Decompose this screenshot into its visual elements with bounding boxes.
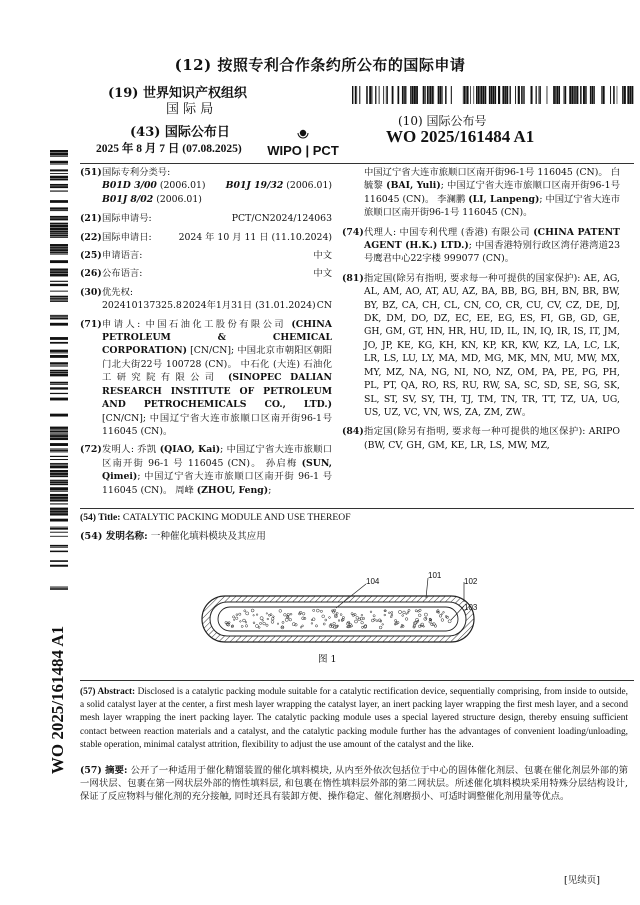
side-barcode-bar [50, 284, 68, 286]
side-barcode-bar [50, 210, 68, 211]
barcode-bar [622, 86, 623, 104]
field-84-regional-states: (84) 指定国(除另有指明, 要求每一种可提供的地区保护): ARIPO (BW, CV, GH, GM, KE, LR, LS, MW, MZ, [342, 426, 620, 451]
barcode-bar [617, 86, 618, 104]
bibliographic-left-column [80, 166, 332, 499]
field-71-applicants: (71) 申请人: 中国石油化工股份有限公司 (CHINA PETROLEUM & CHEMICAL CORPORATION) [CN/CN]; 中国北京市朝阳区朝阳门北大街22号 100728 (CN)。 中石化 (大连) 石油化工研究院有限公司 (SINOPEC DALIAN RESEARCH INSTITUTE OF PETROLEUM AND PETROCHEMICALS CO., LTD.) [CN/CN]; 中国辽宁省大连市旅顺口区南开街96-1号 116045 (CN)。 [80, 318, 332, 437]
side-barcode-bar [50, 269, 68, 271]
barcode-bar [539, 86, 540, 104]
bibliographic-right-column [342, 166, 620, 454]
side-barcode-bar [50, 355, 68, 358]
barcode-bar [502, 86, 504, 104]
field-30: (30) 优先权: 202410137325.8 2024年1月31日 (31.01.2024) CN [80, 286, 332, 312]
ipc-label: 国际专利分类号: [102, 167, 171, 178]
side-barcode-bar [50, 508, 68, 510]
side-barcode-bar [50, 429, 68, 430]
side-barcode-bar [50, 207, 68, 209]
side-barcode-bar [50, 237, 68, 238]
barcode-bar [481, 86, 483, 104]
barcode-bar [355, 86, 356, 104]
barcode-bar [489, 86, 490, 104]
side-barcode-bar [50, 472, 68, 474]
side-barcode-bar [50, 510, 68, 512]
barcode-bar [473, 86, 474, 104]
barcode-bar [574, 86, 575, 104]
side-barcode-bar [50, 432, 68, 433]
barcode-bar [483, 86, 485, 104]
filing-language: 中文 [313, 250, 332, 262]
barcode-bar [547, 86, 548, 104]
barcode-bar [392, 86, 394, 104]
barcode-bar [510, 86, 511, 104]
side-barcode-bar [50, 161, 68, 163]
side-barcode-bar [50, 484, 68, 485]
side-barcode-bar [50, 414, 68, 417]
barcode-bar [610, 86, 611, 104]
barcode-bar [451, 86, 452, 104]
barcode-bar [518, 86, 520, 104]
barcode-bar [359, 86, 360, 104]
ipc-1: B01D 3/00 (2006.01) [102, 180, 206, 192]
figure-label-104: 104 [366, 577, 380, 586]
side-barcode-bar [50, 475, 68, 477]
wipo-pct-logo-text: WIPO | PCT [267, 143, 339, 158]
side-barcode-bar [50, 352, 68, 353]
field-72-inventors: (72) 发明人: 乔凯 (QIAO, Kai); 中国辽宁省大连市旅顺口区南开街 96-1 号 116045 (CN)。 孙启梅 (SUN, Qimei); 中国辽宁省大连市旅顺口区南开街 96-1 号 116045 (CN)。 周峰 (ZHOU, Feng); [80, 444, 332, 496]
side-barcode-bar [50, 350, 68, 352]
field-22: (22) 国际申请日: 2024 年 10 月 11 日 (11.10.2024) [80, 231, 332, 243]
side-barcode-bar [50, 372, 68, 373]
side-barcode-bar [50, 481, 68, 483]
ipc-3: B01J 8/02 (2006.01) [102, 193, 202, 205]
barcode-bar [425, 86, 426, 104]
barcode-bar [427, 86, 429, 104]
side-barcode-bar [50, 470, 68, 472]
barcode-bar [536, 86, 537, 104]
barcode-bar [593, 86, 594, 104]
side-barcode-bar [50, 449, 68, 450]
side-barcode [50, 150, 68, 590]
field-25: (25) 申请语言: 中文 [80, 250, 332, 262]
side-barcode-bar [50, 186, 68, 188]
field-26: (26) 公布语言: 中文 [80, 268, 332, 280]
barcode-bar [583, 86, 585, 104]
barcode-bar [540, 86, 541, 104]
barcode-bar [601, 86, 602, 104]
side-barcode-bar [50, 487, 68, 490]
barcode-bar [515, 86, 516, 104]
barcode-bar [630, 86, 632, 104]
side-barcode-bar [50, 443, 68, 446]
barcode-bar [440, 86, 442, 104]
barcode-bar [430, 86, 431, 104]
ipc-2: B01J 19/32 (2006.01) [225, 180, 332, 192]
barcode-bar [423, 86, 425, 104]
side-barcode-bar [50, 589, 68, 590]
side-barcode-bar [50, 365, 68, 366]
priority-app: 202410137325.8 [102, 300, 182, 312]
side-barcode-bar [50, 223, 68, 224]
side-barcode-bar [50, 296, 68, 298]
side-barcode-bar [50, 494, 68, 496]
publication-date-label: (43) 国际公布日 [130, 125, 230, 140]
barcode-bar [632, 86, 634, 104]
side-barcode-bar [50, 323, 68, 326]
side-barcode-bar [50, 463, 68, 464]
field-74-agent: (74) 代理人: 中国专利代理 (香港) 有限公司 (CHINA PATENT AGENT (H.K.) LTD.); 中国香港特别行政区湾仔港湾道23号鹰君中心22字楼 999077 (CN)。 [342, 226, 620, 265]
abstract-english: (57) Abstract: Disclosed is a catalytic packing module suitable for a catalytic rectification device, sequentially comprising, from inside to outside, a solid catalyst layer at the center, a first mesh layer wrapping the catalyst layer, an inert packing layer wrapping the first mesh layer, and a second mesh layer wrapping the inert packing layer. The catalytic packing module uses a special layered structure design, thereby ensuing sufficient contact between reaction materials and a catalyst, and the catalytic packing module further has the advantages of convenient loading/unloading, stable operation, minimal catalyst attrition, flexibility to adjust the use amount of the catalyst and the like. [80, 687, 628, 750]
barcode-bar [442, 86, 443, 104]
side-barcode-bar [50, 301, 68, 302]
side-barcode-bar [50, 464, 68, 465]
barcode-bar [411, 86, 413, 104]
side-barcode-bar [50, 230, 68, 232]
barcode-bar [387, 86, 388, 104]
barcode-bar [553, 86, 555, 104]
barcode-bar [627, 86, 629, 104]
side-barcode-bar [50, 560, 68, 562]
org-name: 世界知识产权组织 [142, 86, 247, 101]
side-barcode-bar [50, 164, 68, 165]
barcode-bar [478, 86, 479, 104]
barcode-bar [404, 86, 405, 104]
barcode-bar [624, 86, 626, 104]
publication-number: WO 2025/161484 A1 [386, 127, 535, 146]
side-barcode-bar [50, 456, 68, 457]
priority-country: CN [316, 300, 332, 312]
side-barcode-bar [50, 545, 68, 547]
side-barcode-bar [50, 435, 68, 437]
abstract-chinese: (57) 摘要: 公开了一种适用于催化精馏装置的催化填料模块, 从内至外依次包括位于中心的固体催化剂层、包裹在催化剂层外部的第一网状层、包裹在第一网状层外部的惰性填料层, 和包裹在惰性填料层外部的第二网状层。所述催化填料模块采用特殊分层结构设计, 保证了反应物料与催化剂的充分接触, 同时还具有装卸方便、操作稳定、催化剂磨损小、可适时调整催化剂用量等优点。 [80, 765, 628, 803]
side-barcode-bar [50, 430, 68, 432]
barcode-bar [369, 86, 371, 104]
figure-label-101: 101 [428, 571, 442, 580]
side-barcode-bar [50, 254, 68, 255]
wipo-pct-logo [234, 128, 372, 160]
side-barcode-bar [50, 249, 68, 251]
side-barcode-bar [50, 496, 68, 498]
figure-caption: 图 1 [318, 654, 337, 665]
barcode-bar [493, 86, 494, 104]
side-barcode-bar [50, 527, 68, 528]
header-divider [80, 163, 634, 164]
side-barcode-bar [50, 271, 68, 273]
side-barcode-bar [50, 503, 68, 504]
side-barcode-bar [50, 450, 68, 451]
field-51: (51) 国际专利分类号: B01D 3/00 (2006.01) B01J 19/32 (2006.01) B01J 8/02 (2006.01) [80, 167, 332, 205]
barcode-bar [498, 86, 500, 104]
side-barcode-bar [50, 587, 68, 588]
figure-1-drawing [196, 568, 496, 650]
side-barcode-bar [50, 247, 68, 249]
side-barcode-bar [50, 373, 68, 376]
side-barcode-bar [50, 437, 68, 440]
figure-label-102: 102 [464, 577, 478, 586]
barcode-bar [464, 86, 465, 104]
field-21: (21) 国际申请号: PCT/CN2024/124063 [80, 213, 332, 225]
org-bureau: 国 际 局 [166, 102, 214, 117]
barcode-bar [572, 86, 574, 104]
barcode-bar [521, 86, 522, 104]
barcode-bar [555, 86, 556, 104]
publication-language: 中文 [313, 268, 332, 280]
barcode-bar [431, 86, 433, 104]
title-english: (54) Title: CATALYTIC PACKING MODULE AND USE THEREOF [80, 512, 351, 523]
barcode [352, 86, 634, 104]
side-barcode-bar [50, 536, 68, 537]
barcode-bar [352, 86, 353, 104]
side-barcode-bar [50, 274, 68, 277]
barcode-bar [465, 86, 466, 104]
barcode-bar [416, 86, 418, 104]
side-barcode-bar [50, 519, 68, 522]
side-barcode-bar [50, 216, 68, 218]
barcode-bar [480, 86, 481, 104]
side-barcode-bar [50, 218, 68, 220]
filing-date: 2024 年 10 月 11 日 (11.10.2024) [178, 231, 332, 243]
barcode-bar [366, 86, 367, 104]
side-barcode-bar [50, 184, 68, 186]
barcode-bar [575, 86, 576, 104]
barcode-bar [414, 86, 416, 104]
barcode-bar [565, 86, 567, 104]
barcode-bar [476, 86, 477, 104]
barcode-bar [445, 86, 446, 104]
side-barcode-bar [50, 235, 68, 237]
barcode-bar [491, 86, 493, 104]
side-barcode-bar [50, 252, 68, 253]
side-barcode-bar [50, 499, 68, 501]
barcode-bar [559, 86, 560, 104]
barcode-bar [485, 86, 486, 104]
barcode-bar [505, 86, 506, 104]
barcode-bar [613, 86, 615, 104]
barcode-bar [463, 86, 464, 104]
org-number: (19) [108, 86, 139, 101]
application-number: PCT/CN2024/124063 [231, 213, 332, 225]
biblio-divider [80, 508, 634, 509]
barcode-bar [590, 86, 591, 104]
side-barcode-bar [50, 387, 68, 389]
side-barcode-bar [50, 299, 68, 300]
side-barcode-bar [50, 342, 68, 344]
barcode-bar [410, 86, 411, 104]
publication-number-label: (10) 国际公布号 [398, 114, 487, 128]
side-barcode-bar [50, 384, 68, 385]
barcode-bar [591, 86, 593, 104]
barcode-bar [585, 86, 586, 104]
side-barcode-bar [50, 528, 68, 530]
side-barcode-bar [50, 169, 68, 171]
side-barcode-bar [50, 490, 68, 491]
barcode-bar [495, 86, 497, 104]
side-barcode-bar [50, 434, 68, 435]
barcode-bar [556, 86, 558, 104]
side-barcode-bar [50, 427, 68, 429]
side-barcode-bar [50, 260, 68, 263]
side-barcode-bar [50, 156, 68, 157]
figure-label-103: 103 [464, 603, 478, 612]
barcode-bar [524, 86, 525, 104]
side-barcode-bar [50, 466, 68, 468]
side-barcode-bar [50, 173, 68, 174]
side-barcode-bar [50, 532, 68, 533]
side-publication-number: WO 2025/161484 A1 [48, 625, 67, 775]
side-barcode-bar [50, 565, 68, 567]
side-barcode-bar [50, 513, 68, 515]
barcode-bar [438, 86, 440, 104]
side-barcode-bar [50, 291, 68, 292]
side-barcode-bar [50, 480, 68, 481]
side-barcode-bar [50, 337, 68, 340]
organization [108, 86, 247, 118]
barcode-bar [564, 86, 565, 104]
barcode-bar [383, 86, 384, 104]
side-barcode-bar [50, 588, 68, 589]
side-barcode-bar [50, 318, 68, 319]
side-barcode-bar [50, 298, 68, 299]
side-barcode-bar [50, 315, 68, 316]
barcode-bar [375, 86, 376, 104]
barcode-bar [386, 86, 387, 104]
side-barcode-bar [50, 224, 68, 227]
barcode-bar [433, 86, 434, 104]
barcode-bar [405, 86, 406, 104]
barcode-bar [372, 86, 373, 104]
barcode-bar [429, 86, 430, 104]
side-barcode-bar [50, 398, 68, 401]
side-barcode-bar [50, 200, 68, 203]
side-barcode-bar [50, 244, 68, 247]
side-barcode-bar [50, 179, 68, 181]
document-title: (12) 按照专利合作条约所公布的国际申请 [174, 56, 466, 74]
title-chinese: (54) 发明名称: 一种催化填料模块及其应用 [80, 531, 266, 542]
side-barcode-bar [50, 233, 68, 234]
publication-date: 2025 年 8 月 7 日 (07.08.2025) [96, 143, 242, 155]
barcode-bar [506, 86, 508, 104]
side-barcode-bar [50, 451, 68, 452]
continued-note: [见续页] [564, 875, 600, 886]
priority-date: 2024年1月31日 (31.01.2024) [182, 300, 316, 312]
barcode-bar [603, 86, 605, 104]
side-barcode-bar [50, 153, 68, 156]
side-barcode-bar [50, 362, 68, 364]
barcode-bar [576, 86, 578, 104]
inventors-continued: 中国辽宁省大连市旅顺口区南开街96-1号 116045 (CN)。 白毓黎 (BAI, Yuli); 中国辽宁省大连市旅顺口区南开街96-1号 116045 (CN)。 李澜鹏 (LI, Lanpeng); 中国辽宁省大连市旅顺口区南开街96-1号 116045 (CN)。 [364, 167, 620, 219]
side-barcode-bar [50, 190, 68, 191]
barcode-bar [580, 86, 581, 104]
side-barcode-bar [50, 370, 68, 372]
side-barcode-bar [50, 459, 68, 460]
barcode-bar [379, 86, 380, 104]
side-barcode-bar [50, 281, 68, 282]
side-barcode-bar [50, 316, 68, 317]
side-barcode-bar [50, 551, 68, 553]
side-barcode-bar [50, 176, 68, 179]
side-barcode-bar [50, 366, 68, 367]
barcode-bar [531, 86, 533, 104]
side-barcode-bar [50, 547, 68, 548]
field-81-designated-states: (81) 指定国(除另有指明, 要求每一种可提供的国家保护): AE, AG, AL, AM, AO, AT, AU, AZ, BA, BB, BG, BH, BN, BR, BW, BY, BZ, CA, CH, CL, CN, CO, CR, CU, CV, CZ, DE, DJ, DK, DM, DO, DZ, EC, EE, EG, ES, FI, GB, GD, GE, GH, GM, GT, HN, HR, HU, ID, IL, IN, IQ, IR, IS, IT, JM, JO, JP, KE, KG, KH, KN, KP, KR, KW, KZ, LA, LC, LK, LR, LS, LU, LY, MA, MD, MG, MK, MN, MU, MW, MX, MY, MZ, NA, NG, NI, NO, NZ, OM, PA, PE, PG, PH, PL, PT, QA, RO, RS, RU, RW, SA, SC, SD, SE, SG, SK, SL, ST, SV, SY, TH, TJ, TM, TN, TR, TT, TZ, UA, UG, US, UZ, VC, VN, WS, ZA, ZM, ZW。 [342, 272, 620, 418]
side-barcode-bar [50, 393, 68, 394]
figure-divider [80, 680, 634, 681]
barcode-bar [470, 86, 471, 104]
barcode-bar [398, 86, 400, 104]
barcode-bar [522, 86, 523, 104]
barcode-bar [569, 86, 571, 104]
barcode-bar [467, 86, 469, 104]
barcode-bar [402, 86, 403, 104]
side-barcode-bar [50, 227, 68, 230]
side-barcode-bar [50, 150, 68, 152]
side-barcode-bar [50, 382, 68, 384]
barcode-bar [356, 86, 357, 104]
